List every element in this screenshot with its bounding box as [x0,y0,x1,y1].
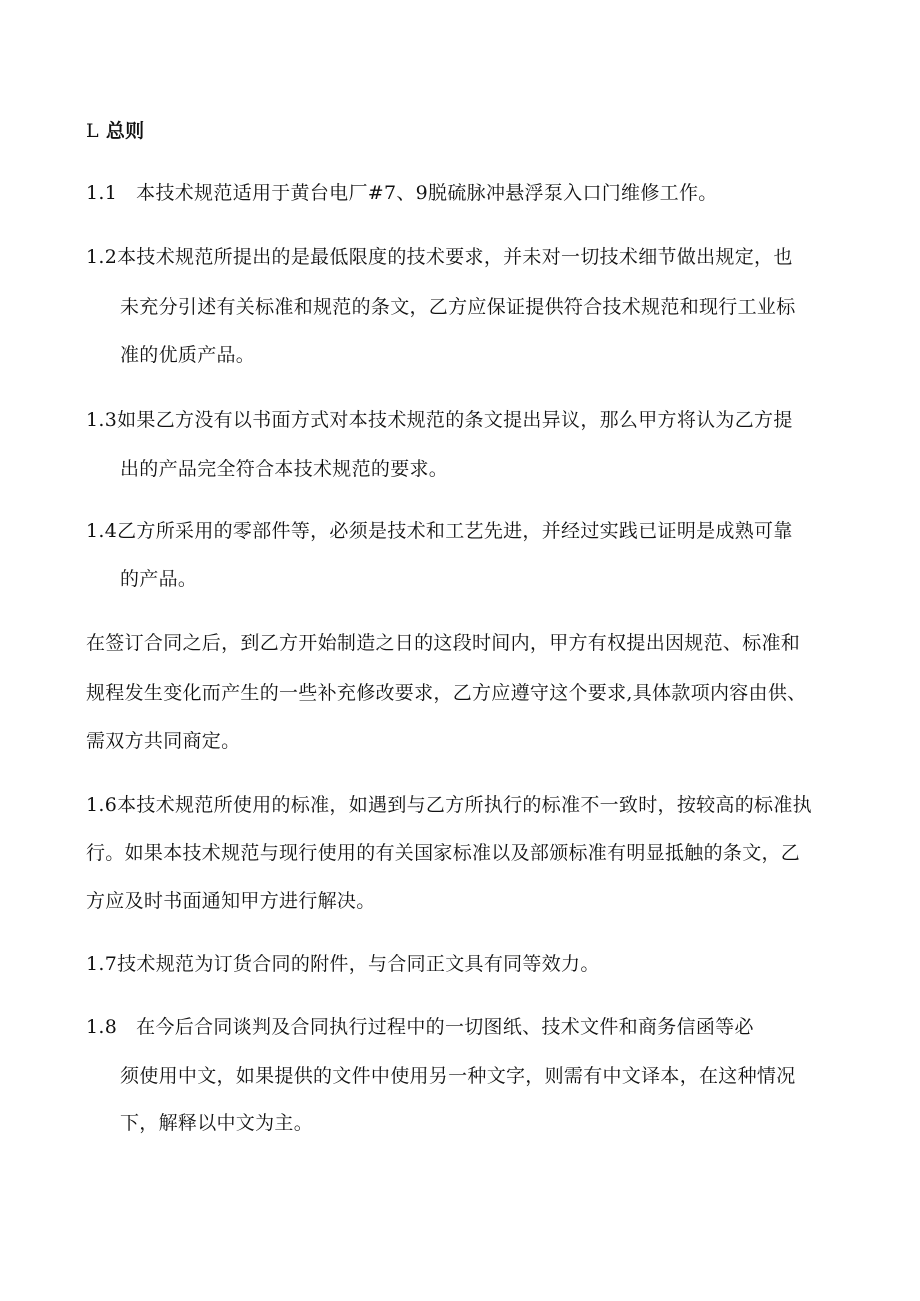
clause-text: 在今后合同谈判及合同执行过程中的一切图纸、技术文件和商务信函等必 [136,1016,754,1038]
clause-number: 1.3 [86,409,118,431]
paragraph-line: 需双方共同商定。 [86,730,241,752]
clause-1-2 [86,244,793,270]
paragraph-line: 规程发生变化而产生的一些补充修改要求，乙方应遵守这个要求,具体款项内容由供、 [86,682,807,704]
clause-1-7 [86,951,600,977]
clause-1-2-cont: 未充分引述有关标准和规范的条文，乙方应保证提供符合技术规范和现行工业标 [120,296,796,318]
clause-1-6-cont: 方应及时书面通知甲方进行解决。 [86,890,376,912]
clause-1-8-cont: 下，解释以中文为主。 [120,1112,314,1134]
clause-number: 1.8 [86,1016,118,1038]
clause-number: 1.2 [86,246,118,268]
section-heading [86,118,144,144]
clause-text: 本技术规范所使用的标准，如遇到与乙方所执行的标准不一致时，按较高的标准执 [117,794,812,816]
clause-1-3 [86,407,793,433]
clause-1-6-cont: 行。如果本技术规范与现行使用的有关国家标准以及部颁标准有明显抵触的条文，乙 [86,842,801,864]
clause-1-8 [86,1014,754,1040]
clause-number: 1.4 [86,520,118,542]
clause-1-4 [86,518,793,544]
clause-1-3-cont: 出的产品完全符合本技术规范的要求。 [120,458,449,480]
clause-1-8-cont: 须使用中文，如果提供的文件中使用另一种文字，则需有中文译本，在这种情况 [120,1065,796,1087]
clause-1-2-cont: 准的优质产品。 [120,344,256,366]
clause-number: 1.7 [86,953,118,975]
section-title: 总则 [105,120,145,142]
clause-1-1 [86,180,718,206]
clause-text: 如果乙方没有以书面方式对本技术规范的条文提出异议，那么甲方将认为乙方提 [117,409,793,431]
paragraph-line: 在签订合同之后，到乙方开始制造之日的这段时间内，甲方有权提出因规范、标准和 [86,632,801,654]
section-prefix: L [86,120,99,142]
clause-number: 1.1 [86,182,118,204]
clause-text: 本技术规范适用于黄台电厂#7、9脱硫脉冲悬浮泵入口门维修工作。 [136,182,718,204]
clause-text: 乙方所采用的零部件等，必须是技术和工艺先进，并经过实践已证明是成熟可靠 [117,520,793,542]
clause-1-4-cont: 的产品。 [120,568,198,590]
clause-text: 技术规范为订货合同的附件，与合同正文具有同等效力。 [117,953,600,975]
clause-1-6 [86,792,812,818]
clause-number: 1.6 [86,794,118,816]
clause-text: 本技术规范所提出的是最低限度的技术要求，并未对一切技术细节做出规定，也 [117,246,793,268]
